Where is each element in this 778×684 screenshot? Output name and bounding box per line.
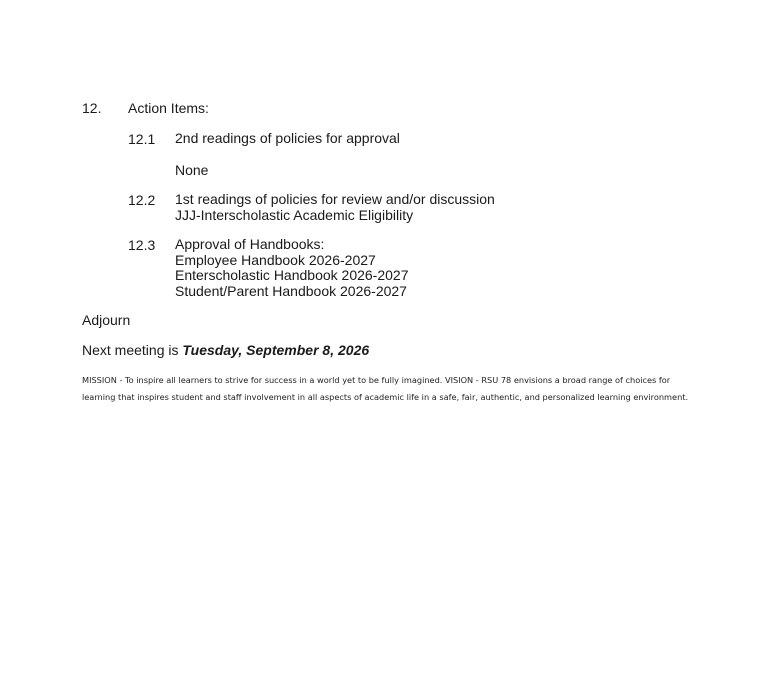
next-meeting — [82, 342, 369, 358]
next-meeting-prefix: Next meeting is — [82, 342, 179, 358]
item-number: 12.3 — [128, 237, 156, 253]
section-number: 12. — [82, 100, 102, 116]
item-number: 12.1 — [128, 131, 156, 147]
item-body — [175, 131, 400, 147]
item-line: 1st readings of policies for review and/or discussion — [175, 191, 495, 207]
item-line: Approval of Handbooks: — [175, 236, 325, 252]
item-line: JJJ-Interscholastic Academic Eligibility — [175, 206, 414, 223]
item-line: Enterscholastic Handbook 2026-2027 — [175, 267, 409, 283]
item-line: Employee Handbook 2026-2027 — [175, 251, 376, 268]
item-note: None — [175, 162, 209, 178]
item-body — [175, 237, 409, 299]
item-line: 2nd readings of policies for approval — [175, 130, 400, 146]
adjourn-label: Adjourn — [82, 312, 131, 328]
item-line: Student/Parent Handbook 2026-2027 — [175, 282, 407, 299]
item-body — [175, 192, 495, 223]
next-meeting-date: Tuesday, September 8, 2026 — [182, 342, 370, 358]
section-title: Action Items: — [128, 100, 209, 116]
mission-statement: MISSION - To inspire all learners to strive for success in a world yet to be fully imagined. VISION - RSU 78 envisions a broad range of choices for learning that inspires student and staff involvement in all aspects of academic life in a safe, fair, authentic, and personalized learning environment. — [82, 375, 689, 402]
item-number: 12.2 — [128, 192, 156, 208]
